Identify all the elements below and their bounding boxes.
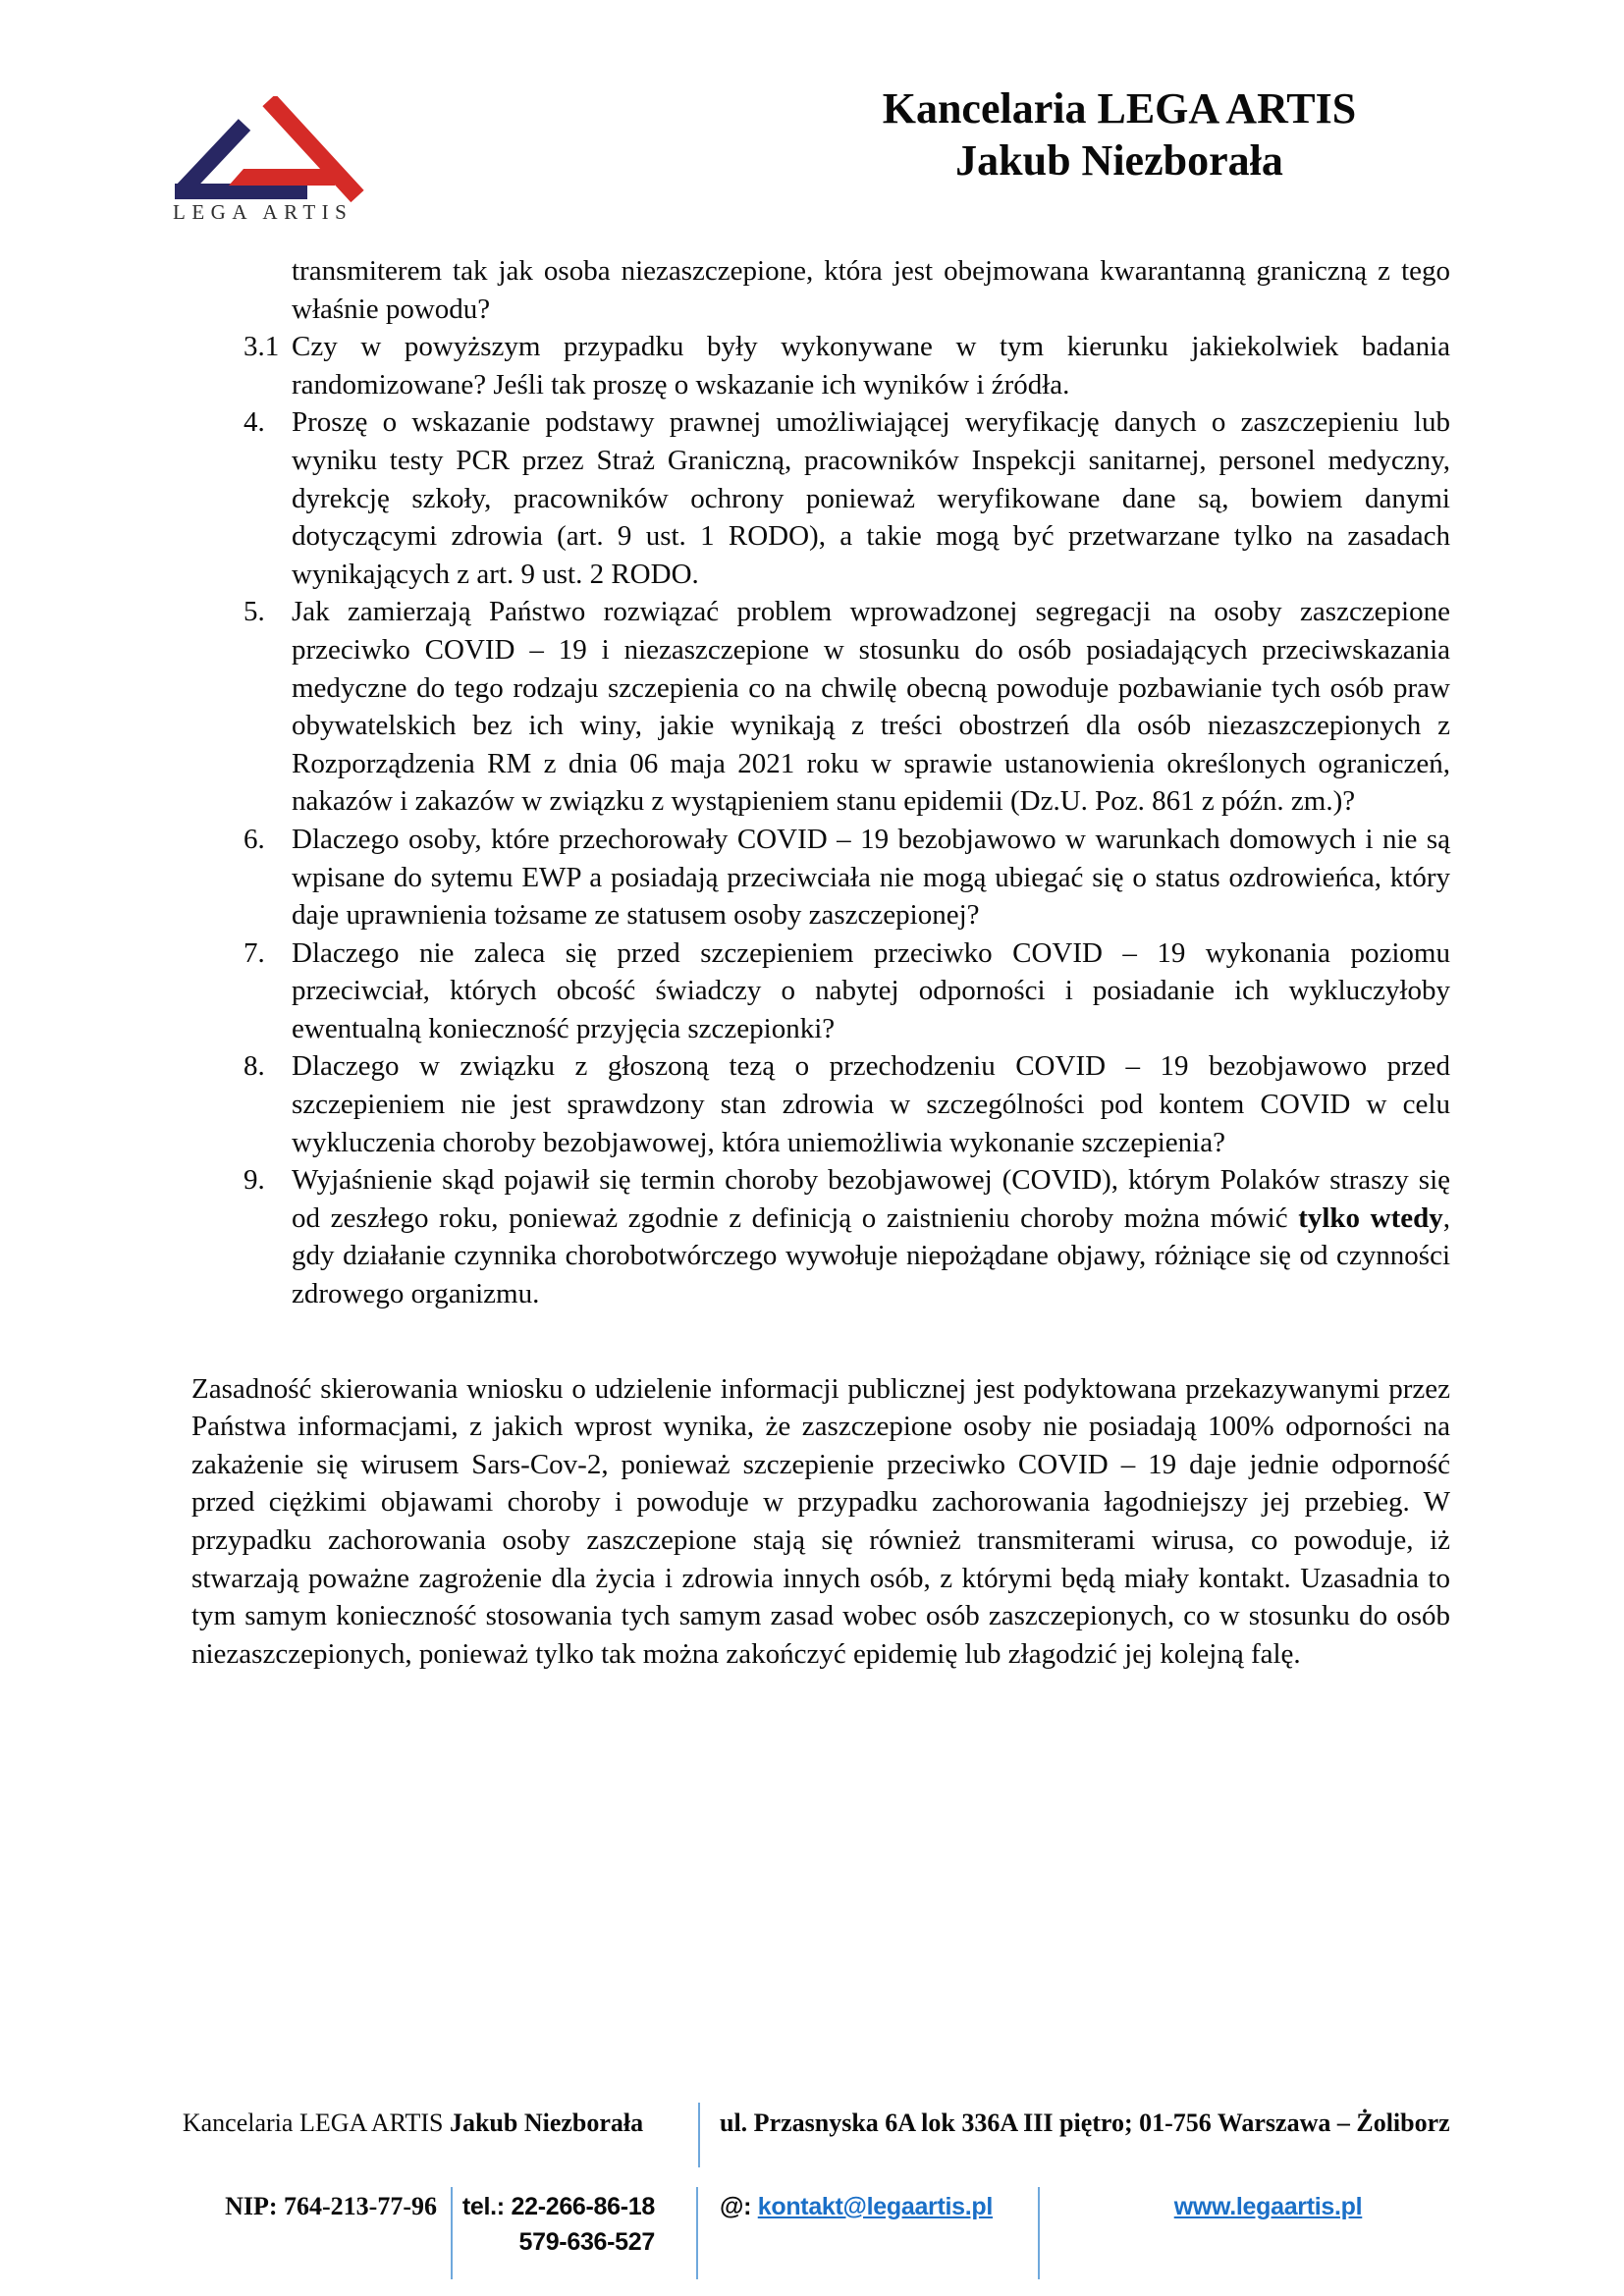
page-footer	[128, 2089, 1496, 2279]
list-item	[191, 328, 1450, 403]
footer-row-1	[128, 2103, 1496, 2167]
footer-row-2	[128, 2187, 1496, 2279]
footer-address: ul. Przasnyska 6A lok 336A III piętro; 01-756 Warszawa – Żoliborz	[698, 2103, 1496, 2167]
closing-paragraph: Zasadność skierowania wniosku o udzielenie informacji publicznej jest podyktowana przekazywanymi przez Państwa informacjami, z jakich wprost wynika, że zaszczepione osoby nie posiadają 100% odporności na zakażenie się wirusem Sars-Cov-2, ponieważ szczepienie przeciwko COVID – 19 daje jednie odporność przed ciężkimi objawami choroby i powoduje w przypadku zachorowania łagodniejszy jej przebieg. W przypadku zachorowania osoby zaszczepione stają się również transmiterami wirusa, co powoduje, iż stwarzają poważne zagrożenie dla życia i zdrowia innych osób, z którymi będą miały kontakt. Uzasadnia to tym samym konieczność stosowania tych samym zasad wobec osób zaszczepionych, co w stosunku do osób niezaszczepionych, ponieważ tylko tak można zakończyć epidemię lub złagodzić jej kolejną falę.	[191, 1372, 1450, 1670]
letterhead	[0, 0, 1624, 253]
list-item-number: 5.	[244, 596, 265, 628]
page-title-line1: Kancelaria LEGA ARTIS	[882, 84, 1357, 133]
question-list	[191, 252, 1450, 1313]
lega-artis-logo	[172, 96, 368, 226]
list-item-text: Dlaczego w związku z głoszoną tezą o przechodzeniu COVID – 19 bezobjawowo przed szczepieniem nie jest sprawdzony stan zdrowia w szczególności pod kontem COVID w celu wykluczenia choroby bezobjawowej, która uniemożliwia wykonanie szczepienia?	[292, 1050, 1450, 1158]
logo-wordmark: LEGA ARTIS	[173, 200, 353, 224]
list-item	[191, 403, 1450, 593]
document-body	[191, 252, 1450, 1673]
list-item-text: transmiterem tak jak osoba niezaszczepione, która jest obejmowana kwarantanną graniczną z tego właśnie powodu?	[292, 255, 1450, 325]
list-item	[191, 593, 1450, 821]
list-item-text: Wyjaśnienie skąd pojawił się termin choroby bezobjawowej (COVID), którym Polaków straszy się od zeszłego roku, ponieważ zgodnie z definicją o zaistnieniu choroby można mówić tylko wtedy, gdy działanie czynnika chorobotwórczego wywołuje niepożądane objawy, różniące się od czynności zdrowego organizmu.	[292, 1164, 1450, 1310]
list-item	[191, 1047, 1450, 1161]
page-title	[727, 82, 1512, 187]
footer-phone	[453, 2187, 698, 2279]
list-item-text: Czy w powyższym przypadku były wykonywane w tym kierunku jakiekolwiek badania randomizowane? Jeśli tak proszę o wskazanie ich wyników i źródła.	[292, 331, 1450, 400]
list-item-number: 6.	[244, 823, 265, 855]
list-item	[191, 252, 1450, 328]
list-item	[191, 821, 1450, 934]
footer-email-cell	[698, 2187, 1040, 2279]
footer-website-cell	[1040, 2187, 1496, 2279]
list-item-text: Dlaczego nie zaleca się przed szczepieniem przeciwko COVID – 19 wykonania poziomu przeciwciał, których obcość świadczy o nabytej odporności i posiadanie ich wykluczyłoby ewentualną konieczność przyjęcia szczepionki?	[292, 936, 1450, 1044]
list-item-number: 9.	[244, 1164, 265, 1197]
list-item-text: Dlaczego osoby, które przechorowały COVID – 19 bezobjawowo w warunkach domowych i nie są wpisane do sytemu EWP a posiadają przeciwciała nie mogą ubiegać się o status ozdrowieńca, który daje uprawnienia tożsame ze statusem osoby zaszczepionej?	[292, 823, 1450, 932]
list-item-number: 4.	[244, 406, 265, 439]
logo-triangle-icon	[172, 96, 368, 204]
website-link[interactable]: www.legaartis.pl	[1173, 2193, 1363, 2220]
footer-firm-line	[128, 2103, 698, 2167]
list-item-text: Proszę o wskazanie podstawy prawnej umożliwiającej weryfikację danych o zaszczepieniu lub wyniku testy PCR przez Straż Graniczną, pracowników Inspekcji sanitarnej, personel medyczny, dyrekcję szkoły, pracowników ochrony ponieważ weryfikowane dane są, bowiem danymi dotyczącymi zdrowia (art. 9 ust. 1 RODO), a takie mogą być przetwarzane tylko na zasadach wynikających z art. 9 ust. 2 RODO.	[292, 406, 1450, 590]
firm-name-bold: Jakub Niezborała	[449, 2109, 644, 2137]
firm-name-regular: Kancelaria LEGA ARTIS	[182, 2109, 450, 2137]
list-item-text: Jak zamierzają Państwo rozwiązać problem wprowadzonej segregacji na osoby zaszczepione przeciwko COVID – 19 i niezaszczepione w stosunku do osób posiadających przeciwskazania medyczne do tego rodzaju szczepienia co na chwilę obecną powoduje pozbawianie tych osób praw obywatelskich bez ich winy, jakie wynikają z treści obostrzeń dla osób niezaszczepionych z Rozporządzenia RM z dnia 06 maja 2021 roku w sprawie ustanowienia określonych ograniczeń, nakazów i zakazów w związku z wystąpieniem stanu epidemii (Dz.U. Poz. 861 z późn. zm.)?	[292, 596, 1450, 818]
page-title-line2: Jakub Niezborała	[955, 136, 1283, 185]
email-link[interactable]: kontakt@legaartis.pl	[757, 2193, 994, 2220]
list-item-number: 3.1	[244, 331, 280, 363]
list-item	[191, 1161, 1450, 1312]
list-item	[191, 934, 1450, 1048]
list-item-number: 7.	[244, 936, 265, 969]
phone-line2: 579-636-527	[518, 2228, 655, 2256]
phone-line1: tel.: 22-266-86-18	[461, 2193, 655, 2220]
list-item-number: 8.	[244, 1050, 265, 1083]
email-prefix: @:	[720, 2193, 758, 2220]
footer-nip: NIP: 764-213-77-96	[128, 2187, 453, 2279]
